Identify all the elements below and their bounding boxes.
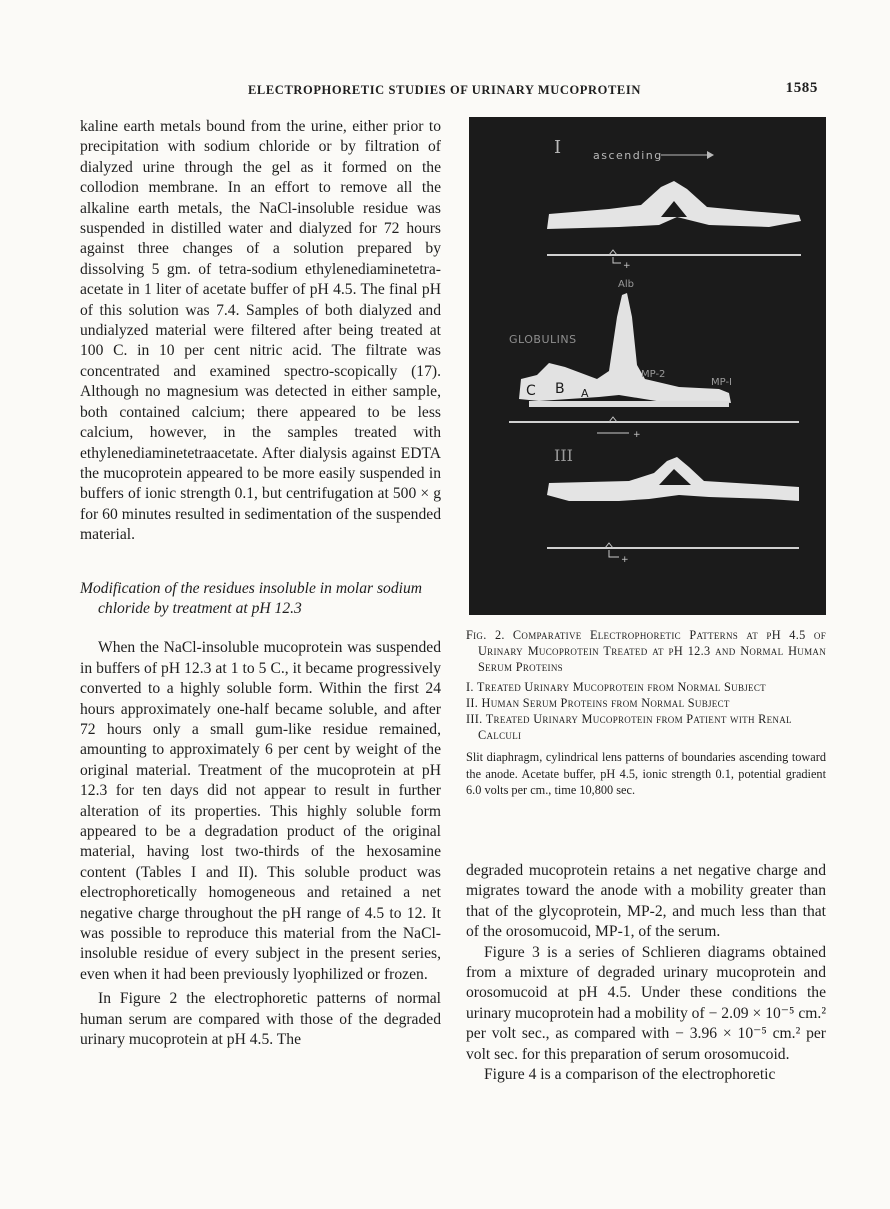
panel-ii-band bbox=[529, 401, 729, 407]
right-paragraph-2: Figure 3 is a series of Schlieren diagrams obtained from a mixture of degraded urinary mucoprotein and orosomucoid at pH 4.5. Under these conditions the urinary mucoprotein had a mobility of − 2.09 × 10⁻⁵ cm.² per volt sec., as compared with − 3.96 × 10⁻⁵ cm.² per volt sec. for this preparation of serum orosomucoid. bbox=[466, 943, 826, 1063]
caption-item-3: III. Treated Urinary Mucoprotein from Patient with Renal Calculi bbox=[466, 712, 792, 743]
direction-label: ascending bbox=[593, 149, 663, 162]
figure-caption bbox=[466, 627, 826, 798]
caption-title: Comparative Electrophoretic Patterns at pH 4.5 of Urinary Mucoprotein Treated at pH 12.3 and Normal Human Serum Proteins bbox=[478, 628, 827, 675]
page-header bbox=[80, 80, 822, 100]
right-column bbox=[466, 861, 826, 1085]
panel-iii-label: III bbox=[554, 446, 573, 465]
right-paragraph-1: degraded mucoprotein retains a net negative charge and migrates toward the anode with a mobility greater than that of the glycoprotein, MP-2, and much less than that of the orosomucoid, MP-1, of the serum. bbox=[466, 862, 826, 941]
figure-2-electrophoresis-image bbox=[469, 117, 826, 615]
mp2-label: MP-2 bbox=[641, 369, 666, 380]
mp1-label: MP-I bbox=[711, 377, 732, 388]
section-heading: Modification of the residues insoluble in molar sodium chloride by treatment at pH 12.3 bbox=[80, 579, 423, 617]
caption-title-block bbox=[466, 627, 826, 676]
c-label: C bbox=[526, 383, 536, 399]
caption-item-1: I. Treated Urinary Mucoprotein from Normal Subject bbox=[466, 679, 766, 694]
panel-ii-pattern bbox=[519, 293, 731, 403]
right-paragraph-3: Figure 4 is a comparison of the electrophoretic bbox=[484, 1066, 776, 1084]
svg-text:+: + bbox=[621, 555, 629, 565]
left-paragraph-1: kaline earth metals bound from the urine, either prior to precipitation with sodium chloride or by filtration of dialyzed urine through the gel as it formed on the collodion membrane. In an effort to remove all the alkaline earth metals, the NaCl-insoluble residue was suspended in distilled water and dialyzed for 72 hours against three changes of a solution prepared by dissolving 5 gm. of tetra-sodium ethylenediaminetetra-acetate in 1 liter of acetate buffer of pH 4.5. The final pH of this solution was 7.4. Samples of both dialyzed and undialyzed material were filtered after being treated at 100 C. in 10 per cent nitric acid. The filtrate was concentrated and examined spectro-scopically (17). Although no magnesium was detected in either sample, both contained calcium; there appeared to be less calcium, however, in the samples treated with ethylenediaminetetraacetate. After dialysis against EDTA the mucoprotein appeared to be more easily suspended in buffers of ionic strength 0.1, but centrifugation at 500 × g for 60 minutes resulted in sedimentation of the suspended material. bbox=[80, 118, 441, 544]
direction-arrow bbox=[661, 151, 714, 159]
panel-i-label: I bbox=[554, 137, 562, 158]
left-paragraph-2: When the NaCl-insoluble mucoprotein was suspended in buffers of pH 12.3 at 1 to 5 C., it became progressively converted to a highly soluble form. Within the first 24 hours approximately one-half became soluble, and after 72 hours only a small gum-like residue remained, amounting to approximately 6 per cent by weight of the original material. Treatment of the mucoprotein at pH 12.3 for ten days did not appear to result in further alteration of its properties. This highly soluble form appeared to be a degradation product of the original material, having lost two-thirds of the hexosamine content (Tables I and II). This soluble product was electrophoretically homogeneous and retained a net negative charge throughout the pH range of 4.5 to 12. It was possible to reproduce this material from the NaCl-insoluble residue of every subject in the present series, even when it had been previously lyophilized or frozen. bbox=[80, 639, 441, 983]
left-column bbox=[80, 117, 441, 1050]
b-label: B bbox=[555, 381, 565, 397]
alb-label: Alb bbox=[618, 279, 634, 290]
caption-figure-label: Fig. 2. bbox=[466, 628, 505, 642]
panel-iii-marker bbox=[605, 543, 619, 557]
panel-i-marker bbox=[609, 250, 621, 263]
svg-text:+: + bbox=[633, 430, 641, 440]
caption-item-2: II. Human Serum Proteins from Normal Subject bbox=[466, 695, 730, 710]
page-number: 1585 bbox=[785, 80, 818, 96]
running-title: ELECTROPHORETIC STUDIES OF URINARY MUCOPROTEIN bbox=[248, 83, 641, 97]
svg-text:+: + bbox=[623, 261, 631, 271]
left-paragraph-3: In Figure 2 the electrophoretic patterns of normal human serum are compared with those of the degraded urinary mucoprotein at pH 4.5. The bbox=[80, 990, 441, 1049]
panel-ii-marker bbox=[597, 417, 629, 433]
globulins-label: GLOBULINS bbox=[509, 333, 577, 346]
a-label: A bbox=[581, 387, 589, 400]
caption-note: Slit diaphragm, cylindrical lens patterns of boundaries ascending toward the anode. Acetate buffer, pH 4.5, ionic strength 0.1, potential gradient 6.0 volts per cm., time 10,800 sec. bbox=[466, 750, 826, 797]
